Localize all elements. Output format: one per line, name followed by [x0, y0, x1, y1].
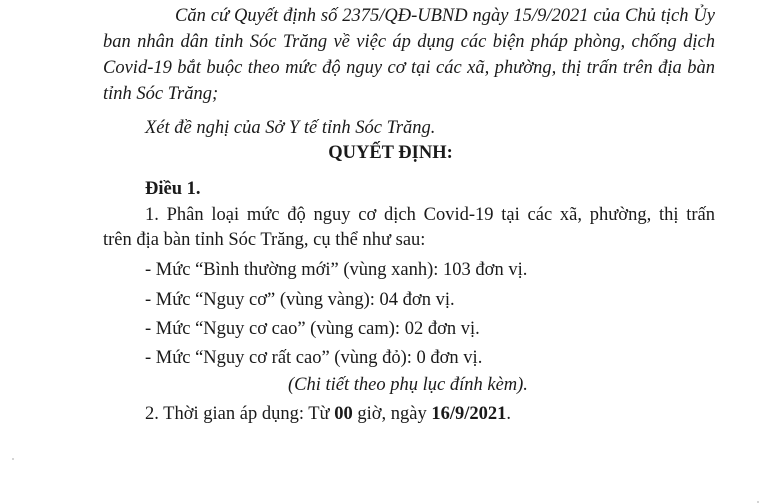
clause-2-hour: 00 — [334, 404, 353, 424]
clause-2-prefix: 2. Thời gian áp dụng: Từ — [145, 404, 335, 424]
decision-heading: QUYẾT ĐỊNH: — [328, 143, 453, 163]
scan-speck — [757, 501, 759, 503]
scan-speck — [12, 458, 14, 460]
risk-level-yellow: - Mức “Nguy cơ” (vùng vàng): 04 đơn vị. — [145, 290, 455, 310]
preamble-decision-line-2: ban nhân dân tỉnh Sóc Trăng về việc áp dụng các biện pháp phòng, chống dịch — [103, 32, 715, 52]
risk-level-green: - Mức “Bình thường mới” (vùng xanh): 103 đơn vị. — [145, 260, 528, 280]
clause-2-suffix: . — [506, 404, 512, 424]
article-title: Điều 1. — [145, 179, 201, 199]
appendix-note: (Chi tiết theo phụ lục đính kèm). — [288, 375, 528, 395]
preamble-decision-line-3: Covid-19 bắt buộc theo mức độ nguy cơ tại các xã, phường, thị trấn trên địa bàn — [103, 58, 715, 78]
preamble-decision-line-4: tỉnh Sóc Trăng; — [103, 84, 219, 104]
risk-level-red: - Mức “Nguy cơ rất cao” (vùng đỏ): 0 đơn vị. — [145, 348, 483, 368]
preamble-proposal: Xét đề nghị của Sở Y tế tỉnh Sóc Trăng. — [145, 118, 436, 138]
clause-1-line-1: 1. Phân loại mức độ nguy cơ dịch Covid-19 tại các xã, phường, thị trấn — [145, 205, 715, 225]
preamble-decision-line-1: Căn cứ Quyết định số 2375/QĐ-UBND ngày 15/9/2021 của Chủ tịch Ủy — [175, 6, 715, 26]
clause-2-middle: giờ, ngày — [352, 404, 432, 424]
clause-2 — [145, 402, 511, 426]
clause-2-date: 16/9/2021 — [431, 404, 507, 424]
clause-1-line-2: trên địa bàn tỉnh Sóc Trăng, cụ thể như sau: — [103, 230, 426, 250]
risk-level-orange: - Mức “Nguy cơ cao” (vùng cam): 02 đơn vị. — [145, 319, 480, 339]
